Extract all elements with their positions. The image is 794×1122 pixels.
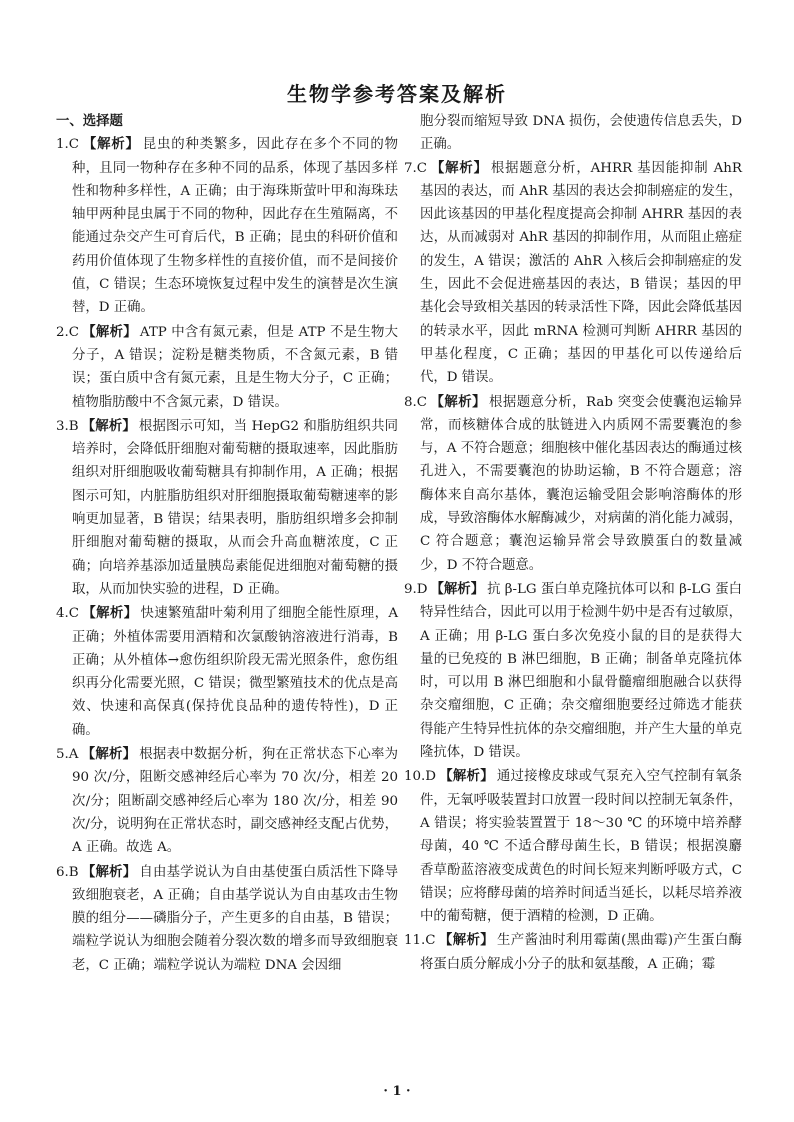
answer-number: 4.C — [56, 606, 80, 622]
answer-item — [56, 321, 398, 414]
analysis-text: 根据题意分析，AHRR 基因能抑制 AhR 基因的表达，而 AhR 基因的表达会抑制癌症的发生，因此该基因的甲基化程度提高会抑制 AHRR 基因的表达，从而减弱对 AhR 基因的抑制作用，从而阻止癌症的发生，A 错误；激活的 AhR 入核后会抑制癌症的发生，因此不会促进癌基因的表达，B 错误；基因的甲基化会导致相关基因的转录活性下降，因此会降低基因的转录水平，因此 mRNA 检测可判断 AHRR 基因的甲基化程度，C 正确；基因的甲基化可以传递给后代，D 错误。 — [420, 160, 742, 386]
section-heading: 一、选择题 — [56, 114, 123, 129]
left-answer-list — [56, 133, 398, 977]
page-number: · 1 · — [383, 1084, 411, 1099]
analysis-text: 通过接橡皮球或气泵充入空气控制有氧条件，无氧呼吸装置封口放置一段时间以控制无氧条件，A 错误；将实验装置置于 18～30 ℃ 的环境中培养酵母菌，40 ℃ 不适合酵母菌生长，B 错误；根据溴麝香草酚蓝溶液变成黄色的时间长短来判断呼吸方式，C 错误；应将酵母菌的培养时间适当延长，以耗尽培养液中的葡萄糖，便于酒精的检测，D 正确。 — [420, 769, 742, 925]
analysis-text: 昆虫的种类繁多，因此存在多个不同的物种，且同一物种存在多种不同的品系，体现了基因多样性和物种多样性，A 正确；由于海珠斯萤叶甲和海珠珐轴甲两种昆虫属于不同的物种，因此存在生殖隔离，不能通过杂交产生可育后代，B 正确；昆虫的科研价值和药用价值体现了生物多样性的直接价值，而不是间接价值，C 错误；生态环境恢复过程中发生的演替是次生演替，D 正确。 — [72, 137, 399, 316]
analysis-text: ATP 中含有氮元素，但是 ATP 不是生物大分子，A 错误；淀粉是糖类物质，不含氮元素，B 错误；蛋白质中含有氮元素，且是生物大分子，C 正确；植物脂肪酸中不含氮元素，D 错误。 — [72, 324, 399, 410]
analysis-tag: 【解析】 — [439, 769, 494, 785]
analysis-text: 根据题意分析，Rab 突变会使囊泡运输异常，而核糖体合成的肽链进入内质网不需要囊泡的参与，A 不符合题意；细胞核中催化基因表达的酶通过核孔进入，不需要囊泡的协助运输，B 不符合题意；溶酶体来自高尔基体，囊泡运输受阻会影响溶酶体的形成，导致溶酶体水解酶减少，对病菌的消化能力减弱，C 符合题意；囊泡运输异常会导致膜蛋白的数量减少，D 不符合题意。 — [420, 394, 743, 573]
analysis-text: 抗 β-LG 蛋白单克隆抗体可以和 β-LG 蛋白特异性结合，因此可以用于检测牛奶中是否有过敏原，A 正确；用 β-LG 蛋白多次免疫小鼠的目的是获得大量的已免疫的 B 淋巴细胞，B 正确；制备单克隆抗体时，可以用 B 淋巴细胞和小鼠骨髓瘤细胞融合以获得杂交瘤细胞，C 正确；杂交瘤细胞要经过筛选才能获得能产生特异性抗体的杂交瘤细胞，并产生大量的单克隆抗体，D 错误。 — [420, 581, 742, 761]
answer-item — [404, 929, 742, 976]
analysis-tag: 【解析】 — [82, 324, 137, 340]
answer-item — [56, 133, 398, 319]
answer-item — [56, 415, 398, 601]
answer-number: 6.B — [56, 864, 79, 880]
left-column — [56, 110, 398, 978]
analysis-tag: 【解析】 — [430, 581, 485, 597]
analysis-text: 根据图示可知，当 HepG2 和脂肪组织共同培养时，会降低肝细胞对葡萄糖的摄取速率，因此脂肪组织对肝细胞吸收葡萄糖具有抑制作用，A 正确；根据图示可知，内脏脂肪组织对肝细胞摄取葡萄糖速率的影响更加显著，B 错误；结果表明，脂肪组织增多会抑制肝细胞对葡萄糖的摄取，从而会升高血糖浓度，C 正确；向培养基添加适量胰岛素能促进细胞对葡萄糖的摄取，从而加快实验的进程，D 正确。 — [72, 418, 399, 597]
analysis-text: 生产酱油时利用霉菌(黑曲霉)产生蛋白酶将蛋白质分解成小分子的肽和氨基酸，A 正确；霉 — [420, 933, 743, 972]
analysis-tag: 【解析】 — [82, 137, 140, 153]
answer-number: 10.D — [404, 769, 437, 785]
right-answer-list — [404, 157, 742, 976]
answer-item — [404, 765, 742, 928]
answer-item — [404, 391, 742, 577]
right-column — [404, 110, 742, 977]
analysis-tag: 【解析】 — [82, 606, 138, 622]
analysis-tag: 【解析】 — [430, 160, 488, 176]
analysis-tag: 【解析】 — [430, 394, 486, 410]
answer-number: 11.C — [404, 933, 436, 949]
answer-item — [404, 578, 742, 764]
answer-number: 3.B — [56, 418, 79, 434]
analysis-text: 快速繁殖甜叶菊利用了细胞全能性原理，A 正确；外植体需要用酒精和次氯酸钠溶液进行消毒，B 正确；从外植体→愈伤组织阶段无需光照条件，愈伤组织再分化需要光照，C 错误；微型繁殖技术的优点是高效、快速和高保真(保持优良品种的遗传特性)，D 正确。 — [72, 606, 399, 738]
answer-item — [56, 743, 398, 859]
analysis-text: 自由基学说认为自由基使蛋白质活性下降导致细胞衰老，A 正确；自由基学说认为自由基攻击生物膜的组分——磷脂分子，产生更多的自由基，B 错误；端粒学说认为细胞会随着分裂次数的增多而导致细胞衰老，C 正确；端粒学说认为端粒 DNA 会因细 — [72, 864, 398, 973]
answer-number: 8.C — [404, 394, 428, 410]
answer-item — [56, 861, 398, 977]
analysis-tag: 【解析】 — [81, 864, 137, 880]
analysis-tag: 【解析】 — [81, 418, 136, 434]
analysis-tag: 【解析】 — [438, 933, 495, 949]
answer-number: 1.C — [56, 137, 80, 153]
answer-number: 5.A — [56, 747, 79, 763]
answer-item — [404, 157, 742, 390]
answer-item — [56, 602, 398, 742]
answer-number: 7.C — [404, 160, 428, 176]
continued-text: 胞分裂而缩短导致 DNA 损伤，会使遗传信息丢失，D 正确。 — [420, 114, 742, 153]
answer-number: 9.D — [404, 581, 428, 597]
analysis-text: 根据表中数据分析，狗在正常状态下心率为 90 次/分，阻断交感神经后心率为 70 次/分，相差 20 次/分；阻断副交感神经后心率为 180 次/分，相差 90 次/分，说明狗在正常状态时，副交感神经支配占优势，A 正确。故选 A。 — [72, 747, 399, 856]
answer-number: 2.C — [56, 324, 80, 340]
analysis-tag: 【解析】 — [81, 747, 137, 763]
page-title: 生物学参考答案及解析 — [287, 82, 507, 106]
